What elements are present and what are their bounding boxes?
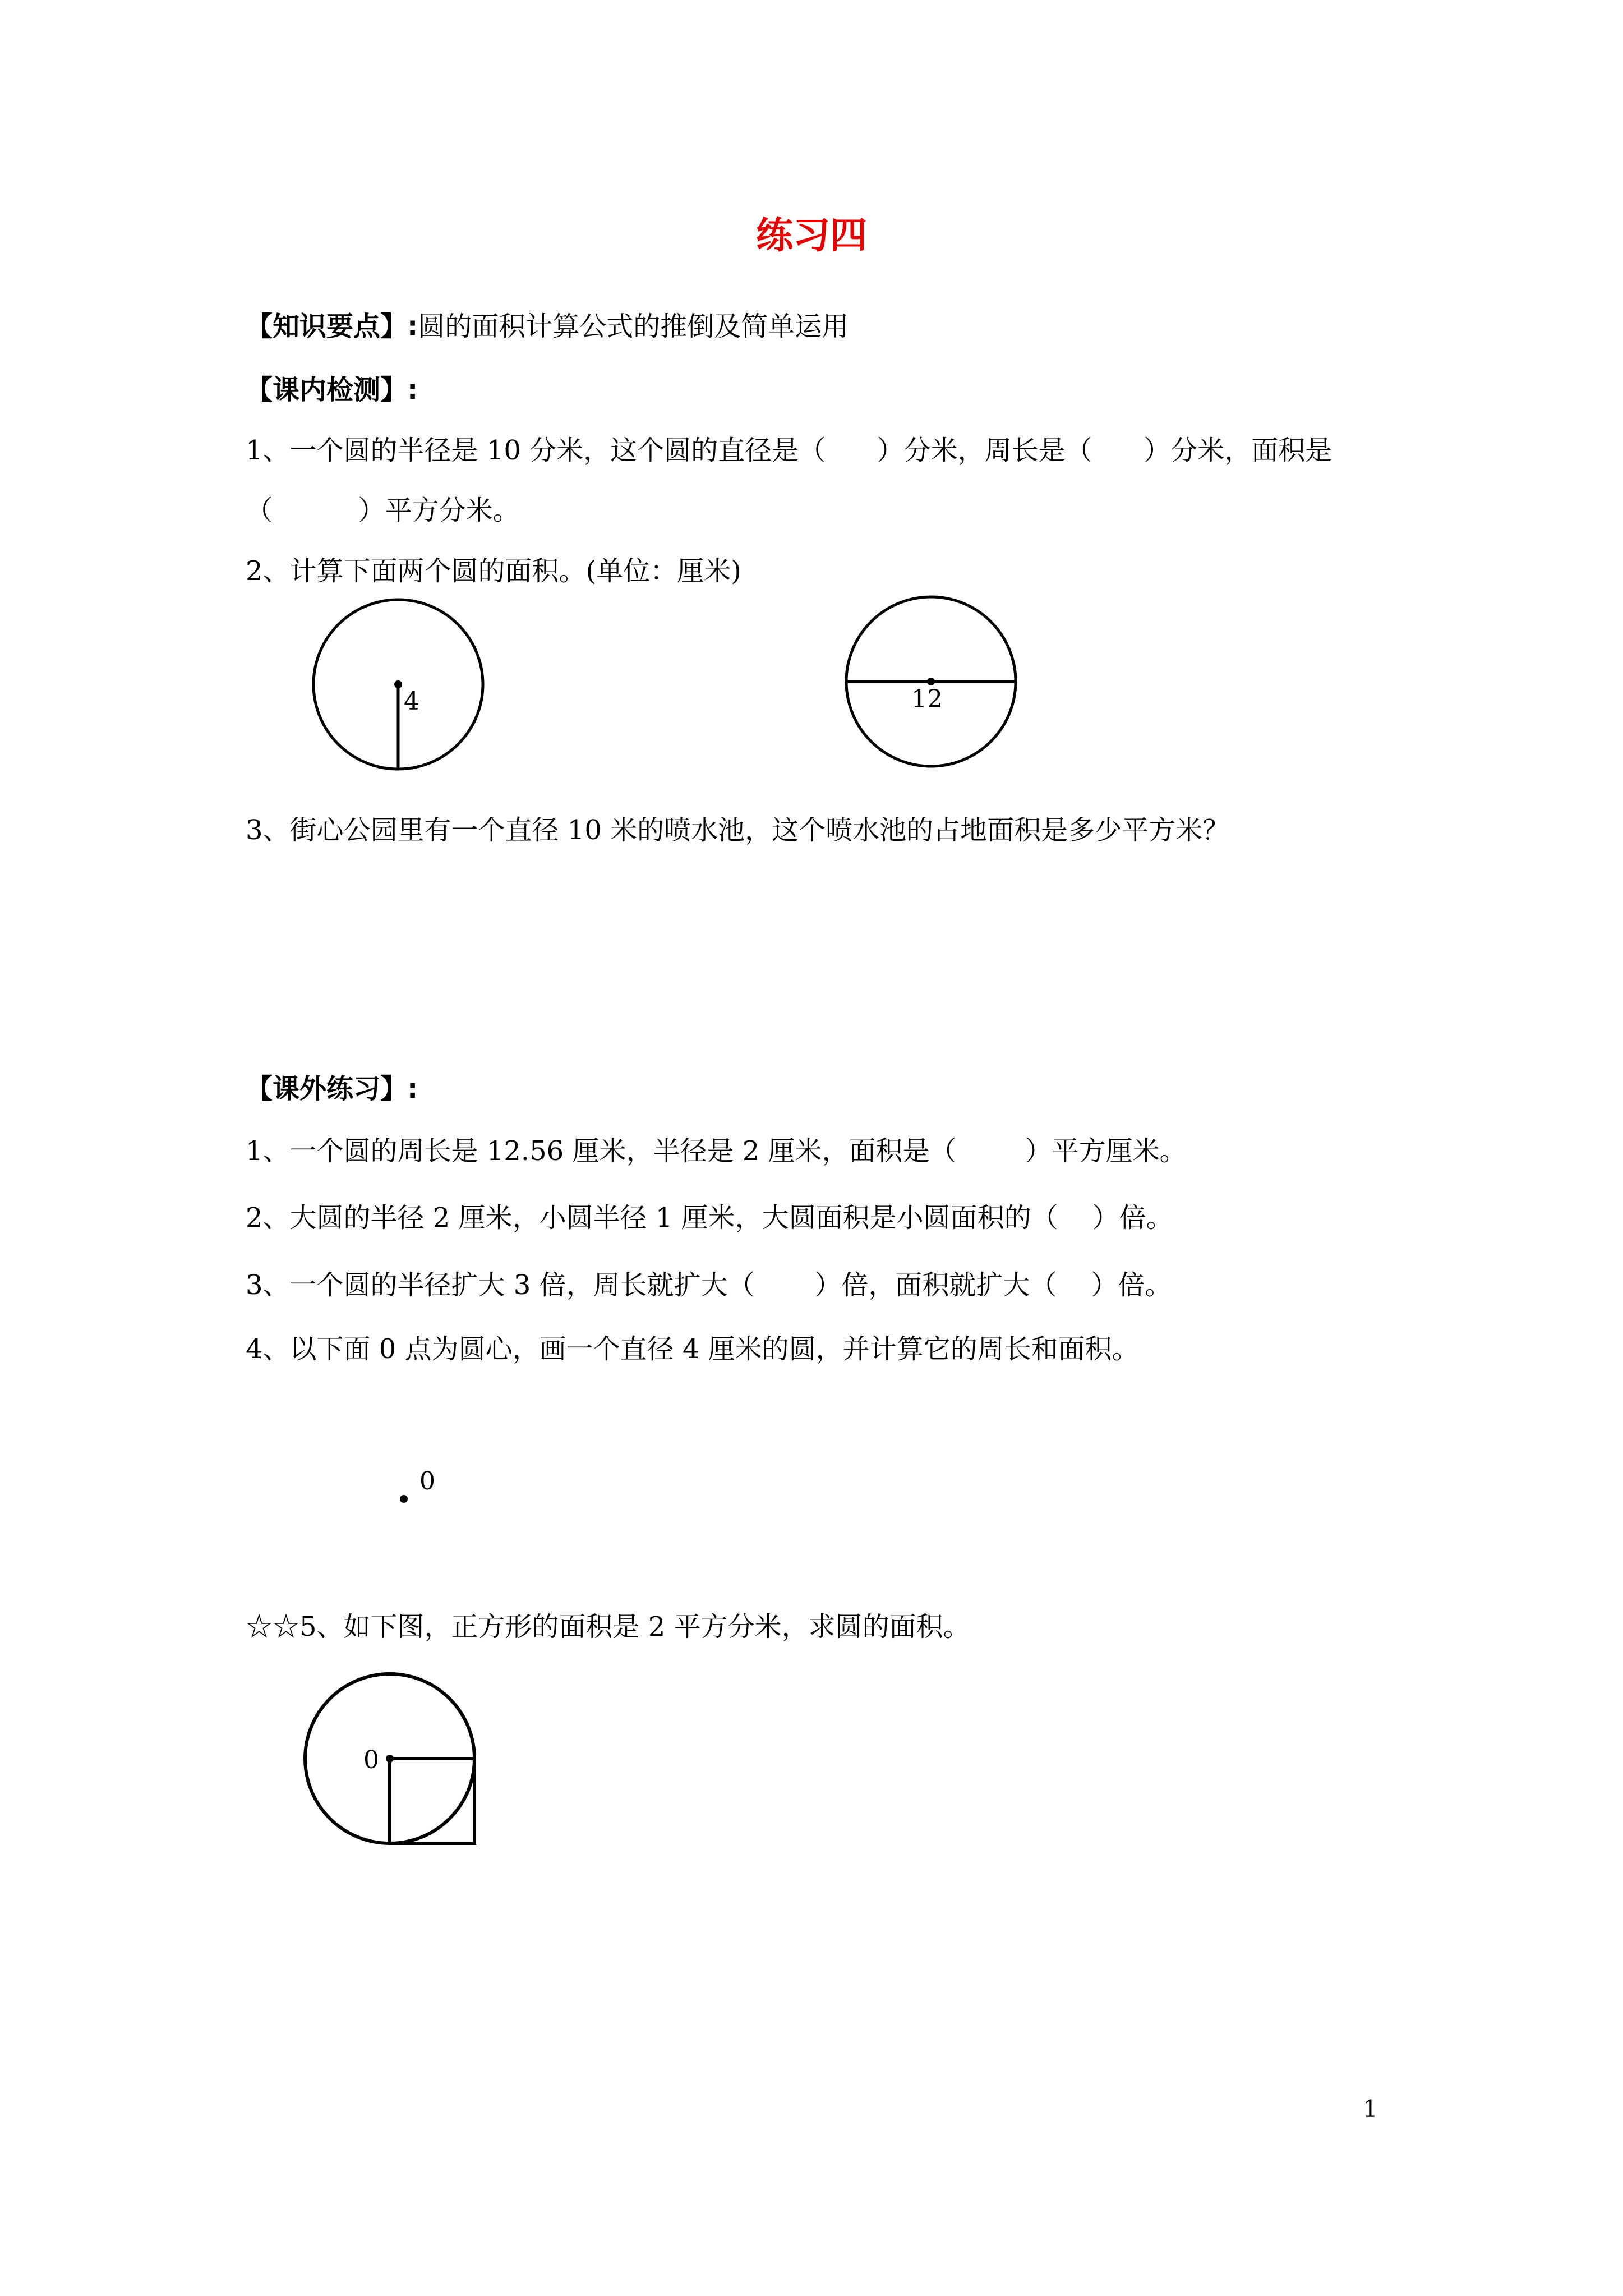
circle-radius-figure <box>303 589 494 780</box>
in-class-question-3: 3、街心公园里有一个直径 10 米的喷水池，这个喷水池的占地面积是多少平方米？ <box>246 815 1230 846</box>
center-point-label: 0 <box>419 1467 435 1496</box>
circle-square-figure <box>292 1660 494 1862</box>
circle-center-label: 0 <box>363 1746 379 1774</box>
extra-question-1: 1、一个圆的周长是 12.56 厘米，半径是 2 厘米，面积是（ ）平方厘米。 <box>246 1135 1187 1167</box>
in-class-label: 【课内检测】: <box>246 374 418 406</box>
diameter-label: 12 <box>911 685 943 714</box>
radius-label: 4 <box>404 687 419 716</box>
in-class-question-1-line-1: 1、一个圆的半径是 10 分米，这个圆的直径是（ ）分米，周长是（ ）分米，面积是 <box>246 435 1332 466</box>
page-number: 1 <box>1363 2095 1378 2123</box>
in-class-question-2: 2、计算下面两个圆的面积。(单位：厘米) <box>246 555 741 587</box>
circle-center-dot <box>386 1755 394 1763</box>
circle-center-dot <box>394 680 402 688</box>
extra-question-2: 2、大圆的半径 2 厘米，小圆半径 1 厘米，大圆面积是小圆面积的（ ）倍。 <box>246 1202 1173 1234</box>
in-class-question-1-line-2: （ ）平方分米。 <box>246 495 520 526</box>
circle-center-dot <box>927 678 935 685</box>
knowledge-label: 【知识要点】: <box>246 311 418 342</box>
center-point-dot <box>400 1495 408 1503</box>
extra-question-3: 3、一个圆的半径扩大 3 倍，周长就扩大（ ）倍，面积就扩大（ ）倍。 <box>246 1269 1172 1301</box>
page-title: 练习四 <box>756 214 867 257</box>
center-point-figure <box>393 1458 460 1515</box>
knowledge-text: 圆的面积计算公式的推倒及简单运用 <box>418 311 849 342</box>
extra-question-5: ☆☆5、如下图，正方形的面积是 2 平方分米，求圆的面积。 <box>246 1611 970 1642</box>
extra-practice-label: 【课外练习】: <box>246 1073 418 1105</box>
extra-question-4: 4、以下面 0 点为圆心，画一个直径 4 厘米的圆，并计算它的周长和面积。 <box>246 1333 1139 1365</box>
knowledge-line <box>246 310 849 343</box>
circle-diameter-figure <box>830 586 1032 777</box>
